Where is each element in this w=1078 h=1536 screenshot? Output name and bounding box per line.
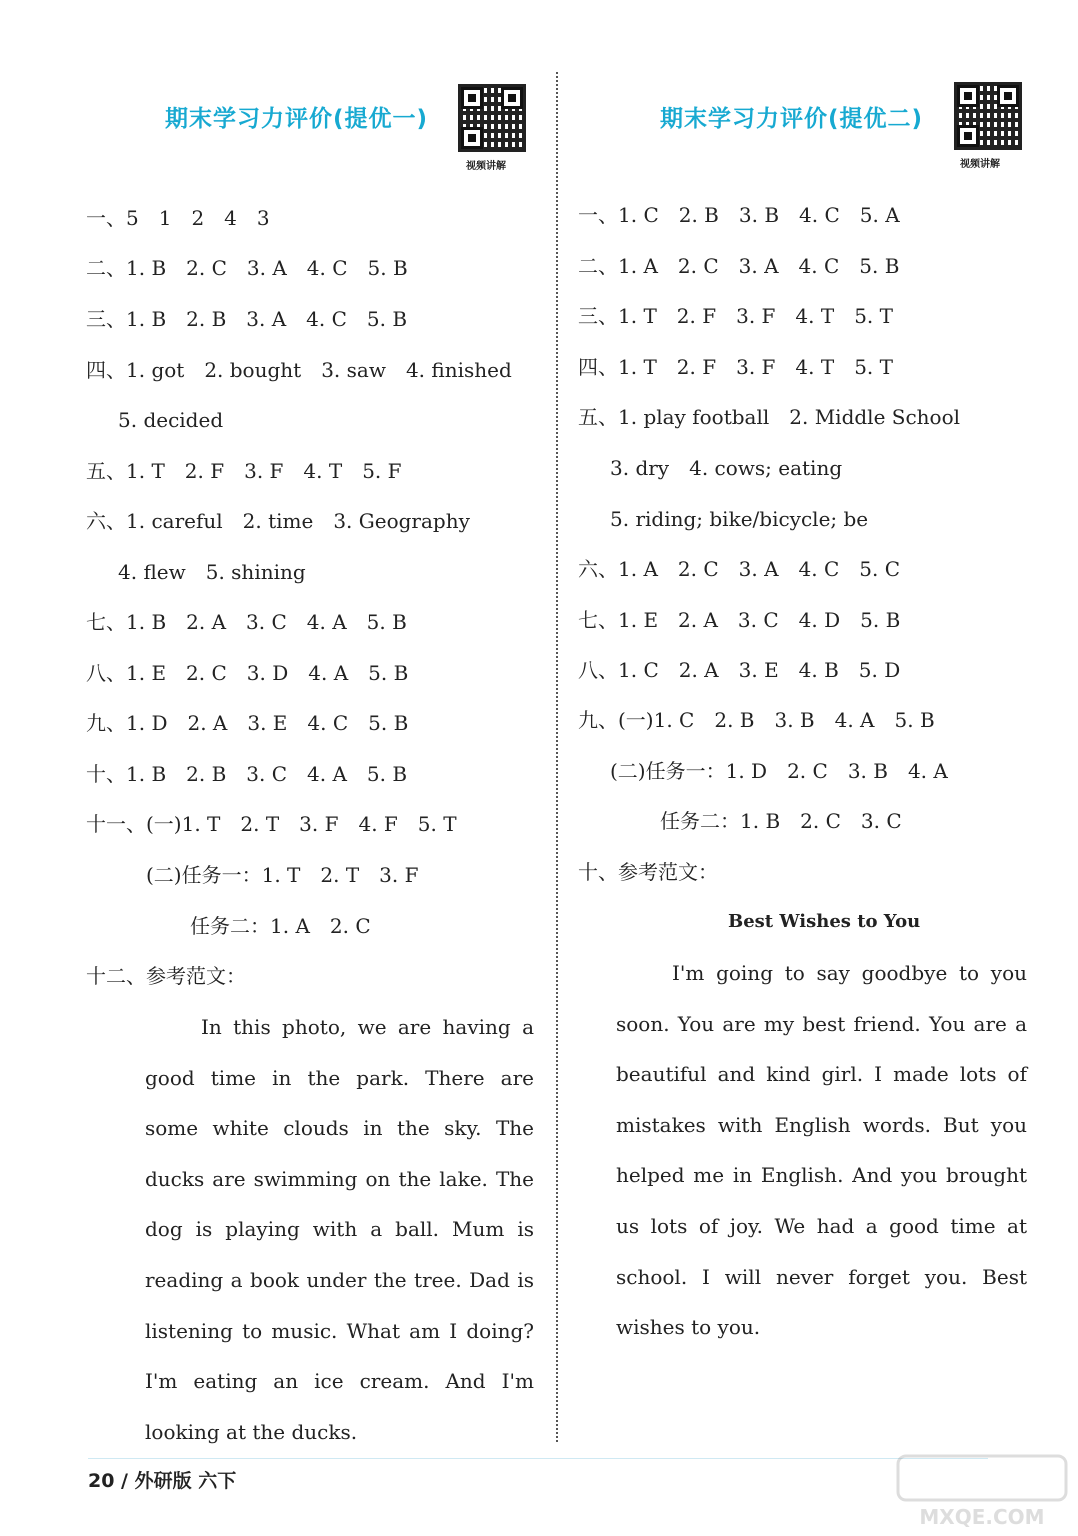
- answer-line: 二、1. B 2. C 3. A 4. C 5. B: [86, 256, 408, 280]
- right-essay: I'm going to say goodbye to you soon. You are my best friend. You are a beautiful and kind girl. I made lots of mistakes with English words. But you helped me in English. And you brought us lots of joy. We had a good time at school. I will never forget you. Best wishes to you.: [616, 961, 1027, 1340]
- qr-code-icon[interactable]: [458, 84, 526, 152]
- answer-line: 任务二：1. B 2. C 3. C: [660, 809, 902, 833]
- page-footer: 20 / 外研版 六下: [88, 1470, 237, 1492]
- answer-line: 4. flew 5. shining: [118, 560, 306, 584]
- answer-line: 五、1. T 2. F 3. F 4. T 5. F: [86, 459, 402, 483]
- answer-line: 八、1. C 2. A 3. E 4. B 5. D: [578, 658, 901, 682]
- answer-line: 三、1. T 2. F 3. F 4. T 5. T: [578, 304, 893, 328]
- left-section-title: 期末学习力评价(提优一): [165, 106, 429, 132]
- answer-line: 三、1. B 2. B 3. A 4. C 5. B: [86, 307, 408, 331]
- qr-label: 视频讲解: [960, 159, 1000, 170]
- essay-title: Best Wishes to You: [728, 911, 921, 932]
- answer-line: 八、1. E 2. C 3. D 4. A 5. B: [86, 661, 409, 685]
- left-essay: In this photo, we are having a good time in the park. There are some white clouds in the sky. The ducks are swimming on the lake. The dog is playing with a ball. Mum is reading a book under the tree. Dad is listening to music. What am I doing? I'm eating an ice cream. And I'm looking at the ducks.: [145, 1015, 534, 1444]
- answer-line: 六、1. A 2. C 3. A 4. C 5. C: [578, 557, 900, 581]
- answer-line: 3. dry 4. cows; eating: [610, 456, 843, 480]
- answer-line: 十二、参考范文：: [86, 964, 246, 988]
- answer-line: (二)任务一：1. D 2. C 3. B 4. A: [610, 759, 948, 783]
- watermark-text: MXQE.COM: [919, 1505, 1045, 1529]
- answer-line: 一、1. C 2. B 3. B 4. C 5. A: [578, 203, 900, 227]
- answer-line: 一、5 1 2 4 3: [86, 206, 270, 230]
- answer-line: 九、1. D 2. A 3. E 4. C 5. B: [86, 711, 409, 735]
- answer-line: 四、1. T 2. F 3. F 4. T 5. T: [578, 355, 893, 379]
- answer-line: 六、1. careful 2. time 3. Geography: [86, 509, 470, 533]
- answer-line: 十、1. B 2. B 3. C 4. A 5. B: [86, 762, 408, 786]
- column-divider: [556, 72, 558, 1442]
- right-section-title: 期末学习力评价(提优二): [660, 106, 924, 132]
- answer-line: 二、1. A 2. C 3. A 4. C 5. B: [578, 254, 900, 278]
- answer-line: 任务二：1. A 2. C: [190, 914, 371, 938]
- answer-line: 十一、(一)1. T 2. T 3. F 4. F 5. T: [86, 812, 457, 836]
- qr-label: 视频讲解: [466, 161, 506, 172]
- qr-code-icon[interactable]: [954, 82, 1022, 150]
- answer-line: 5. riding; bike/bicycle; be: [610, 507, 869, 531]
- answer-line: 5. decided: [118, 408, 224, 432]
- answer-line: 五、1. play football 2. Middle School: [578, 405, 961, 429]
- answer-line: 七、1. E 2. A 3. C 4. D 5. B: [578, 608, 901, 632]
- answer-line: 九、(一)1. C 2. B 3. B 4. A 5. B: [578, 708, 935, 732]
- footer-rule: [88, 1458, 988, 1459]
- answer-line: (二)任务一：1. T 2. T 3. F: [146, 863, 419, 887]
- answer-line: 十、参考范文：: [578, 860, 718, 884]
- watermark-logo: [894, 1452, 1070, 1532]
- answer-line: 四、1. got 2. bought 3. saw 4. finished: [86, 358, 512, 382]
- answer-line: 七、1. B 2. A 3. C 4. A 5. B: [86, 610, 407, 634]
